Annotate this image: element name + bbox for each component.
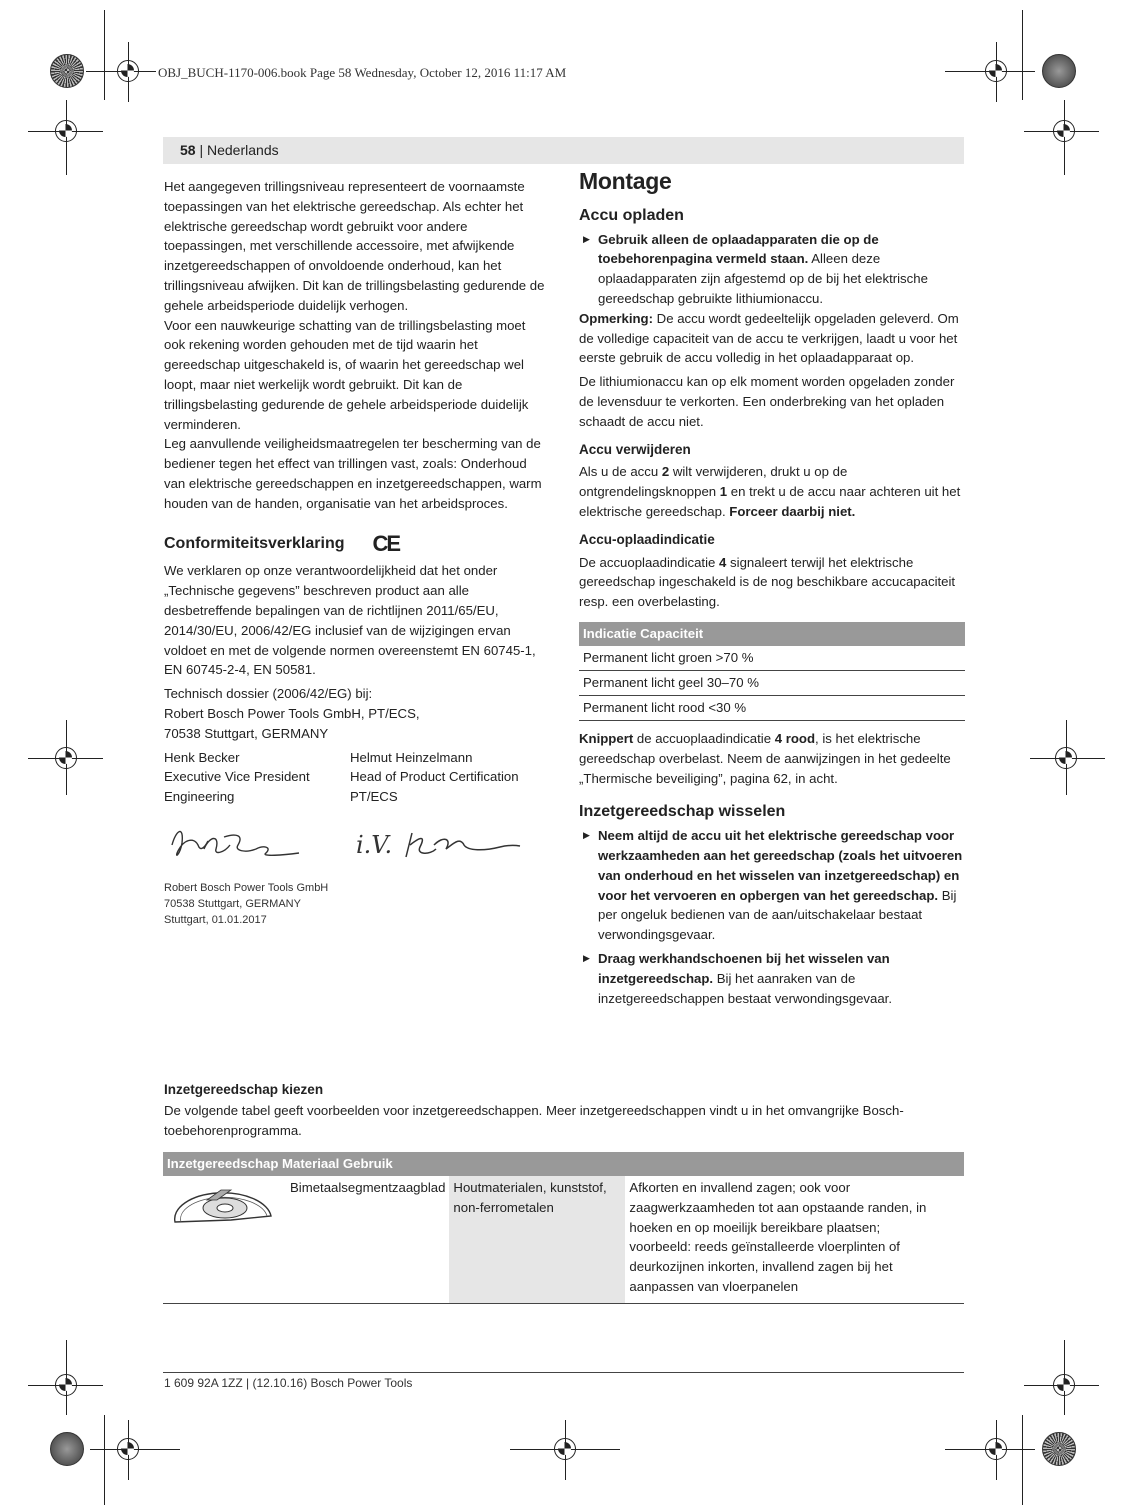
registration-mark (117, 60, 139, 82)
note-paragraph (579, 309, 969, 368)
remove-battery-bullet (579, 826, 969, 945)
crop-mark (1022, 10, 1023, 100)
registration-mark (1053, 120, 1075, 142)
lithium-paragraph: De lithiumionaccu kan op elk moment worden opgeladen zonder de levensduur te verkorten. Een onderbreking van het opladen schaadt de accu niet. (579, 374, 955, 429)
registration-mark (55, 1374, 77, 1396)
indicator-row: Permanent licht groen >70 % (579, 646, 965, 671)
vibration-paragraph-2: Voor een nauwkeurige schatting van de trillingsbelasting moet ook rekening worden gehouden met de tijd waarin het gereedschap uitgeschakeld is, of waarin het gereedschap wel loopt, maar niet werkelijk wordt gebruikt. Dit kan de trillingsbelasting gedurende de gehele arbeidsperiode duidelijk verminderen. (164, 317, 529, 432)
vibration-paragraph-1: Het aangegeven trillingsniveau representeert de voornaamste toepassingen van het elektrische gereedschap. Als echter het elektrische gereedschap wordt gebruikt voor andere toepassingen, met verschillende accessoire, met afwijkende inzetgereedschappen of onvoldoende onderhoud, kan het trillingsniveau afwijken. Dit kan de trillingsbelasting gedurende de gehele arbeidsperiode duidelijk verhogen. (164, 179, 545, 313)
charger-bullet-text: Alleen deze oplaadapparaten zijn afgestemd op de bij het elektrische gereedschap gebruikte lithiumionaccu. (598, 251, 928, 306)
signer-1-name: Henk Becker (164, 749, 240, 765)
signer-2-name: Helmut Heinzelmann (350, 749, 473, 765)
indicator-ref-4: 4 (719, 554, 727, 570)
handwritten-signature-icon (164, 815, 524, 873)
signatures (164, 815, 549, 873)
signer-1-title-2: Engineering (164, 789, 235, 805)
usage-line-1: Afkorten en invallend zagen; ook voor zaagwerkzaamheden tot aan opstaande randen, in hoeken en op moeilijk bereikbare plaatsen; (629, 1180, 927, 1235)
color-wheel-mark (50, 1432, 84, 1466)
indicator-heading: Accu-oplaadindicatie (579, 531, 715, 547)
company-info (164, 881, 549, 928)
signers (164, 748, 549, 807)
company-line-2: 70538 Stuttgart, GERMANY (164, 897, 301, 910)
signature-iv: i.V. (356, 830, 393, 859)
footer-divider (163, 1372, 964, 1373)
remove-text-b: wilt verwijderen, drukt u op de ontgrendelingsknoppen (579, 464, 848, 500)
choose-tool-section (164, 1080, 964, 1140)
color-wheel-mark (50, 54, 84, 88)
usage-cell (625, 1176, 964, 1303)
conformity-title: Conformiteitsverklaring (164, 534, 345, 552)
crop-mark (104, 1415, 105, 1505)
indicator-table-header: Indicatie Capaciteit (579, 622, 965, 646)
indicator-text-b: signaleert terwijl het elektrische gereedschap ingeschakeld is de nog beschikbare accucapaciteit resp. een overbelasting. (579, 554, 956, 610)
conformity-heading (164, 530, 549, 556)
charger-bullet-bold: Gebruik alleen de oplaadapparaten die op de toebehorenpagina vermeld staan. (598, 231, 879, 267)
tool-table (163, 1152, 964, 1304)
usage-line-2: voorbeeld: reeds geïnstalleerde vloerplinten of deurkozijnen inkorten, invallend zagen bij het aanpassen van vloerpanelen (629, 1239, 900, 1294)
remove-battery-text: Bij per ongeluk bedienen van de aan/uitschakelaar bestaat verwondingsgevaar. (598, 887, 957, 943)
remove-text-a: Als u de accu (579, 464, 662, 480)
registration-mark (55, 120, 77, 142)
left-column (164, 177, 549, 928)
color-wheel-mark (1042, 1432, 1076, 1466)
indicator-row: Permanent licht geel 30–70 % (579, 670, 965, 695)
tool-name-cell: Bimetaalsegmentzaagblad (286, 1176, 449, 1303)
signer-2-title: Head of Product Certification (350, 769, 519, 785)
change-tool-heading: Inzetgereedschap wisselen (579, 803, 786, 821)
dossier-line-2: Robert Bosch Power Tools GmbH, PT/ECS, (164, 705, 420, 721)
montage-title: Montage (579, 168, 672, 194)
material-cell: Houtmaterialen, kunststof, non-ferrometalen (449, 1176, 625, 1303)
remove-ref-1: 1 (719, 484, 728, 500)
crop-mark (1022, 1415, 1023, 1505)
indicator-table (579, 622, 965, 721)
accu-opladen-heading: Accu opladen (579, 206, 684, 224)
page-header-band (163, 137, 964, 164)
company-line-3: Stuttgart, 01.01.2017 (164, 913, 267, 926)
vibration-paragraph-3: Leg aanvullende veiligheidsmaatregelen ter bescherming van de bediener tegen het effect van trillingen vast, zoals: Onderhoud van elektrische gereedschappen en inzetgereedschappen, warm houden van de handen, organisatie van het arbeidsproces. (164, 436, 542, 511)
remove-battery-bold: Neem altijd de accu uit het elektrische gereedschap voor werkzaamheden aan het gereedschap (zoals het uitvoeren van onderhoud en het wisselen van inzetgereedschap) en voor het vervoeren en opbergen van het gereedschap. (598, 828, 963, 903)
dossier-line-1: Technisch dossier (2006/42/EG) bij: (164, 686, 373, 702)
accu-remove-paragraph (579, 462, 969, 521)
company-line-1: Robert Bosch Power Tools GmbH (164, 881, 329, 894)
signer-2-title-2: PT/ECS (350, 789, 398, 805)
note-text: De accu wordt gedeeltelijk opgeladen geleverd. Om de volledige capaciteit van de accu te verkrijgen, laadt u voor het eerste gebruik de accu volledig in het oplaadapparaat op. (579, 310, 959, 366)
tool-table-header: Inzetgereedschap Materiaal Gebruik (163, 1152, 964, 1176)
crop-mark (104, 10, 105, 100)
signer-2 (350, 748, 550, 807)
color-wheel-mark (1042, 54, 1076, 88)
registration-mark (554, 1438, 576, 1460)
overload-bold-2: 4 rood (774, 730, 816, 746)
page-label (180, 142, 279, 158)
registration-mark (117, 1438, 139, 1460)
overload-paragraph (579, 729, 969, 788)
page-language: Nederlands (207, 142, 279, 158)
registration-mark (1055, 747, 1077, 769)
remove-warning: Forceer daarbij niet. (729, 503, 856, 519)
choose-tool-heading: Inzetgereedschap kiezen (164, 1082, 324, 1097)
conformity-text: We verklaren op onze verantwoordelijkheid dat het onder „Technische gegevens” beschreven product aan alle desbetreffende bepalingen van de richtlijnen 2011/65/EU, 2014/30/EU, 2006/42/EG inclusief van de wijzigingen ervan voldoet en met de volgende normen overeenstemt EN 60745-1, EN 60745-2-4, EN 50581. (164, 563, 536, 678)
saw-blade-icon (167, 1178, 279, 1248)
page-footer: 1 609 92A 1ZZ | (12.10.16) Bosch Power Tools (164, 1376, 413, 1390)
choose-tool-text: De volgende tabel geeft voorbeelden voor inzetgereedschappen. Meer inzetgereedschappen vindt u in het omvangrijke Bosch-toebehorenprogramma. (164, 1102, 904, 1138)
registration-mark (985, 60, 1007, 82)
page-number: 58 (180, 142, 196, 158)
gloves-bullet (579, 949, 969, 1008)
dossier-line-3: 70538 Stuttgart, GERMANY (164, 725, 329, 741)
registration-mark (1053, 1374, 1075, 1396)
signer-1 (164, 748, 350, 807)
charger-bullet (579, 230, 969, 309)
overload-bold-1: Knippert (579, 730, 634, 746)
signer-1-title: Executive Vice President (164, 769, 310, 785)
indicator-paragraph (579, 553, 969, 612)
table-row (163, 1176, 964, 1303)
gloves-bold: Draag werkhandschoenen bij het wisselen van inzetgereedschap. (598, 950, 890, 986)
registration-mark (55, 747, 77, 769)
book-header: OBJ_BUCH-1170-006.book Page 58 Wednesday, October 12, 2016 11:17 AM (158, 65, 567, 80)
registration-mark (985, 1438, 1007, 1460)
gloves-text: Bij het aanraken van de inzetgereedschappen bestaat verwondingsgevaar. (598, 970, 892, 1006)
note-label: Opmerking: (579, 310, 654, 326)
right-column (579, 168, 969, 1008)
overload-text-b: , is het elektrische gereedschap overbelast. Neem de aanwijzingen in het gedeelte „Thermische beveiliging”, pagina 62, in acht. (579, 730, 951, 786)
indicator-row: Permanent licht rood <30 % (579, 695, 965, 720)
remove-ref-2: 2 (661, 464, 670, 480)
overload-text-a: de accuoplaadindicatie (633, 730, 775, 746)
tool-image-cell (163, 1176, 286, 1303)
ce-mark-icon: CE (372, 530, 400, 556)
remove-text-c: en trekt u de accu naar achteren uit het elektrische gereedschap. (579, 484, 961, 519)
indicator-text-a: De accuoplaadindicatie (579, 554, 720, 570)
accu-remove-heading: Accu verwijderen (579, 441, 691, 457)
page-separator: | (195, 142, 207, 158)
